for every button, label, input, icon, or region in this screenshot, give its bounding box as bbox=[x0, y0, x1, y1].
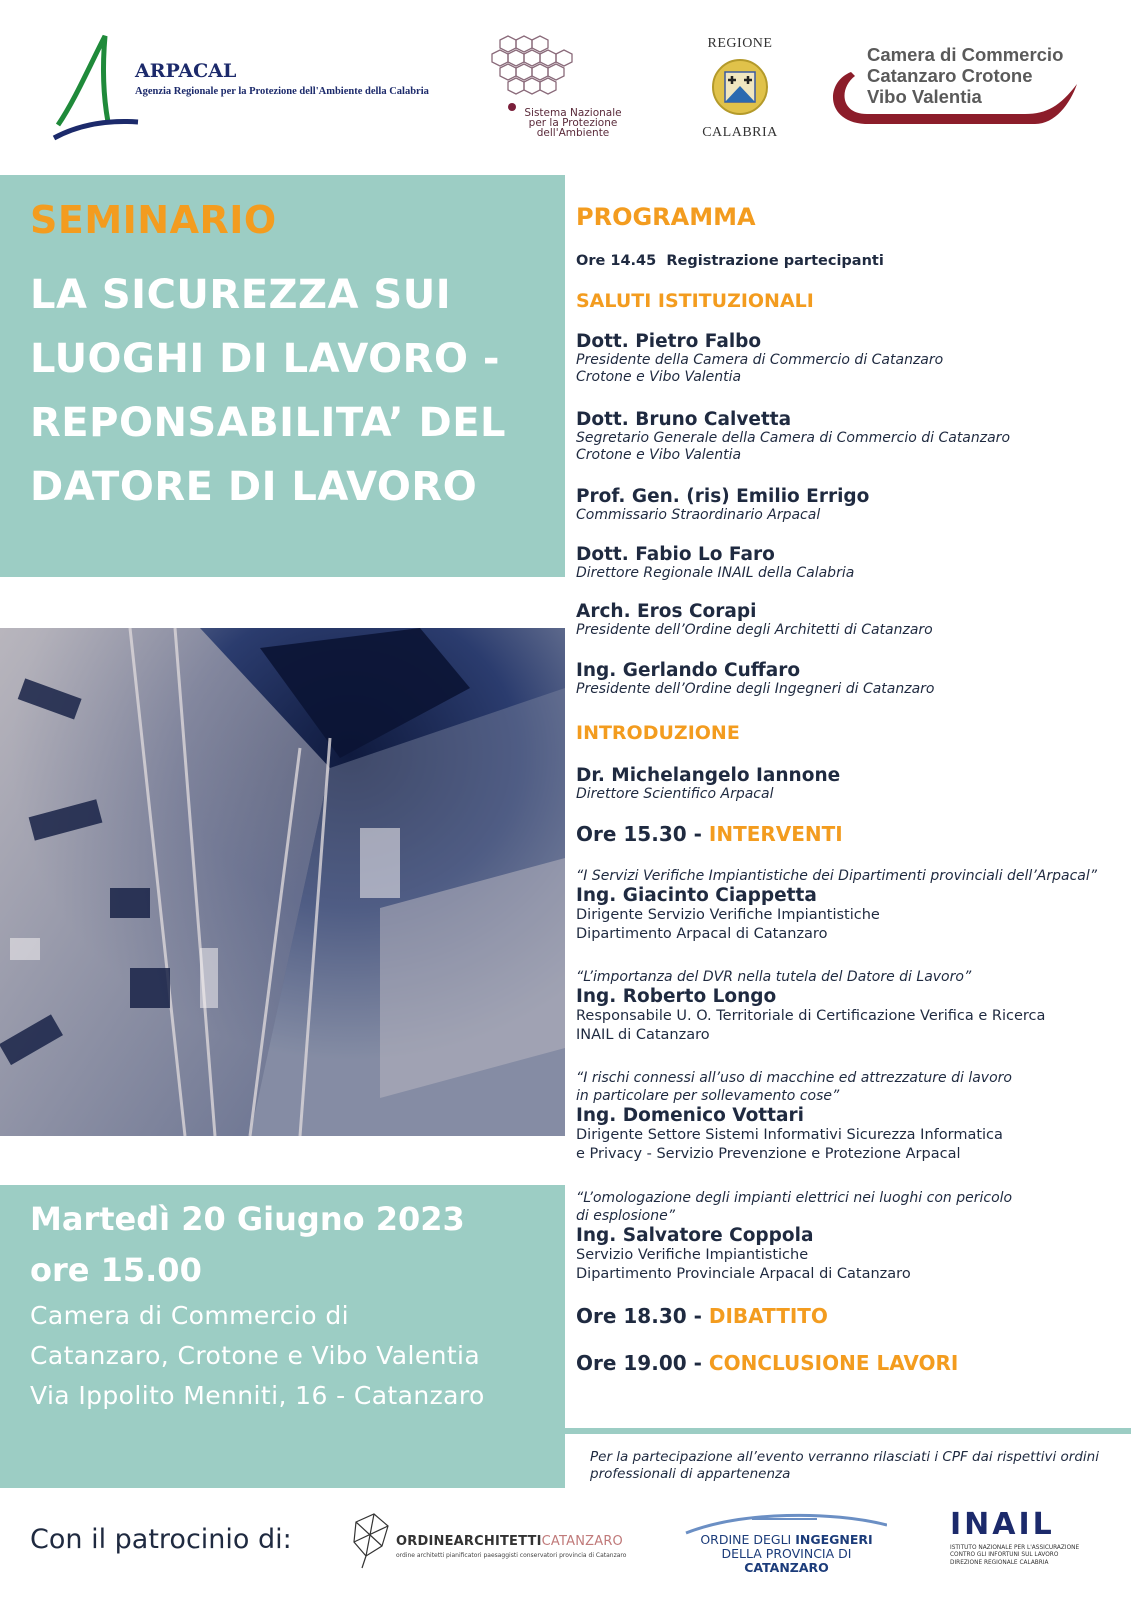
talk-title: “I Servizi Verifiche Impiantistiche dei Dipartimenti provinciali dell’Arpacal” bbox=[576, 868, 1097, 884]
talk-title: “L’omologazione degli impianti elettrici nei luoghi con pericolo bbox=[576, 1190, 1013, 1206]
title-block bbox=[0, 175, 565, 577]
camera-commercio-logo bbox=[825, 44, 1085, 130]
speaker-name: Prof. Gen. (ris) Emilio Errigo bbox=[576, 486, 870, 507]
speaker-entry bbox=[576, 765, 840, 803]
dibattito-line: Ore 18.30 - DIBATTITO bbox=[576, 1304, 828, 1328]
speaker-entry bbox=[576, 486, 869, 524]
patrocinio-label: Con il patrocinio di: bbox=[30, 1524, 292, 1555]
speaker-role: Dirigente Settore Sistemi Informativi Sicurezza Informatica bbox=[576, 1127, 1003, 1143]
speaker-role: e Privacy - Servizio Prevenzione e Protezione Arpacal bbox=[576, 1146, 961, 1162]
architetti-polyhedron-icon bbox=[348, 1512, 394, 1570]
speaker-role: Dirigente Servizio Verifiche Impiantistiche bbox=[576, 907, 880, 923]
saluti-heading: SALUTI ISTITUZIONALI bbox=[576, 290, 814, 312]
arpacal-logo bbox=[50, 30, 470, 145]
cpf-note: Per la partecipazione all’evento verranno rilasciati i CPF dai rispettivi ordini professionali di appartenenza bbox=[590, 1449, 1099, 1482]
talk-title: in particolare per sollevamento cose” bbox=[576, 1088, 840, 1104]
intervento-entry bbox=[576, 1189, 1012, 1284]
event-time: ore 15.00 bbox=[30, 1251, 202, 1289]
talk-title: “I rischi connessi all’uso di macchine ed attrezzature di lavoro bbox=[576, 1070, 1012, 1086]
speaker-role: Responsabile U. O. Territoriale di Certificazione Verifica e Ricerca bbox=[576, 1008, 1046, 1024]
camera-text: Camera di Commercio Catanzaro Crotone Vibo Valentia bbox=[867, 44, 1064, 107]
speaker-role: Presidente dell’Ordine degli Architetti di Catanzaro bbox=[576, 622, 933, 638]
speaker-name: Ing. Salvatore Coppola bbox=[576, 1225, 814, 1246]
inail-wordmark: INAIL bbox=[950, 1507, 1055, 1542]
arpacal-mountain-icon bbox=[50, 30, 140, 145]
speaker-entry bbox=[576, 331, 943, 386]
speaker-name: Dott. Bruno Calvetta bbox=[576, 409, 792, 430]
inail-direction: DIREZIONE REGIONALE CALABRIA bbox=[950, 1560, 1049, 1566]
speaker-name: Dr. Michelangelo Iannone bbox=[576, 765, 841, 786]
speaker-role: Segretario Generale della Camera di Commercio di Catanzaro bbox=[576, 430, 1011, 446]
speaker-name: Ing. Roberto Longo bbox=[576, 986, 777, 1007]
seminar-title: LA SICUREZZA SUI LUOGHI DI LAVORO - REPONSABILITA’ DEL DATORE DI LAVORO bbox=[30, 272, 507, 510]
speaker-role: Presidente dell’Ordine degli Ingegneri di Catanzaro bbox=[576, 681, 935, 697]
registrazione-line: Ore 14.45 Registrazione partecipanti bbox=[576, 253, 884, 269]
speaker-name: Arch. Eros Corapi bbox=[576, 601, 757, 622]
event-details-block bbox=[0, 1185, 565, 1488]
arpacal-name: ARPACAL bbox=[135, 60, 237, 82]
event-address: Via Ippolito Menniti, 16 - Catanzaro bbox=[30, 1381, 485, 1410]
speaker-role: Direttore Regionale INAIL della Calabria bbox=[576, 565, 855, 581]
ordine-ingegneri-logo bbox=[682, 1513, 887, 1573]
regione-calabria-logo bbox=[690, 36, 790, 146]
speaker-role: Servizio Verifiche Impiantistiche bbox=[576, 1247, 809, 1263]
arpacal-subtitle: Agenzia Regionale per la Protezione dell'Ambiente della Calabria bbox=[135, 86, 429, 97]
speaker-role: Crotone e Vibo Valentia bbox=[576, 447, 742, 463]
divider bbox=[565, 1428, 1131, 1434]
seminar-label: SEMINARIO bbox=[30, 198, 277, 242]
snpa-logo bbox=[480, 32, 650, 144]
event-venue-line-1: Camera di Commercio di bbox=[30, 1301, 349, 1330]
talk-title: “L’importanza del DVR nella tutela del Datore di Lavoro” bbox=[576, 969, 972, 985]
regione-label: REGIONE bbox=[707, 36, 773, 51]
hexagon-network-icon bbox=[480, 32, 590, 112]
speaker-role: Crotone e Vibo Valentia bbox=[576, 369, 742, 385]
snpa-text: Sistema Nazionale per la Protezione dell'Ambiente bbox=[524, 107, 622, 139]
architetti-name: ORDINEARCHITETTICATANZARO bbox=[396, 1534, 623, 1549]
intervento-entry bbox=[576, 867, 1097, 944]
elevator-shaft-photo bbox=[0, 628, 565, 1136]
speaker-role: Presidente della Camera di Commercio di Catanzaro bbox=[576, 352, 944, 368]
introduzione-heading: INTRODUZIONE bbox=[576, 722, 740, 744]
interventi-heading: Ore 15.30 - INTERVENTI bbox=[576, 822, 843, 846]
ingegneri-name: ORDINE DEGLI INGEGNERI DELLA PROVINCIA DI CATANZARO bbox=[700, 1532, 873, 1575]
speaker-role: Commissario Straordinario Arpacal bbox=[576, 507, 821, 523]
event-date: Martedì 20 Giugno 2023 bbox=[30, 1200, 465, 1238]
inail-subtitle: ISTITUTO NAZIONALE PER L'ASSICURAZIONE CONTRO GLI INFORTUNI SUL LAVORO bbox=[950, 1545, 1080, 1558]
conclusione-line: Ore 19.00 - CONCLUSIONE LAVORI bbox=[576, 1351, 959, 1375]
speaker-name: Ing. Gerlando Cuffaro bbox=[576, 660, 801, 681]
speaker-entry bbox=[576, 544, 854, 582]
speaker-entry bbox=[576, 660, 935, 698]
speaker-entry bbox=[576, 409, 1010, 464]
speaker-name: Ing. Domenico Vottari bbox=[576, 1105, 804, 1126]
speaker-name: Dott. Pietro Falbo bbox=[576, 331, 762, 352]
speaker-role: Direttore Scientifico Arpacal bbox=[576, 786, 774, 802]
speaker-role: INAIL di Catanzaro bbox=[576, 1027, 710, 1043]
speaker-name: Ing. Giacinto Ciappetta bbox=[576, 885, 817, 906]
speaker-name: Dott. Fabio Lo Faro bbox=[576, 544, 775, 565]
inail-logo bbox=[950, 1507, 1080, 1570]
speaker-entry bbox=[576, 601, 933, 639]
speaker-role: Dipartimento Arpacal di Catanzaro bbox=[576, 926, 828, 942]
ordine-architetti-logo bbox=[348, 1512, 628, 1572]
intervento-entry bbox=[576, 968, 1045, 1045]
talk-title: di esplosione” bbox=[576, 1208, 675, 1224]
programma-heading: PROGRAMMA bbox=[576, 203, 756, 231]
architetti-subtitle: ordine architetti pianificatori paesaggisti conservatori provincia di Catanzaro bbox=[396, 1552, 627, 1559]
event-venue-line-2: Catanzaro, Crotone e Vibo Valentia bbox=[30, 1341, 481, 1370]
calabria-label: CALABRIA bbox=[702, 125, 778, 140]
regione-shield-icon bbox=[711, 58, 769, 116]
intervento-entry bbox=[576, 1069, 1012, 1164]
speaker-role: Dipartimento Provinciale Arpacal di Catanzaro bbox=[576, 1266, 911, 1282]
camera-swoosh-icon bbox=[825, 44, 1085, 130]
